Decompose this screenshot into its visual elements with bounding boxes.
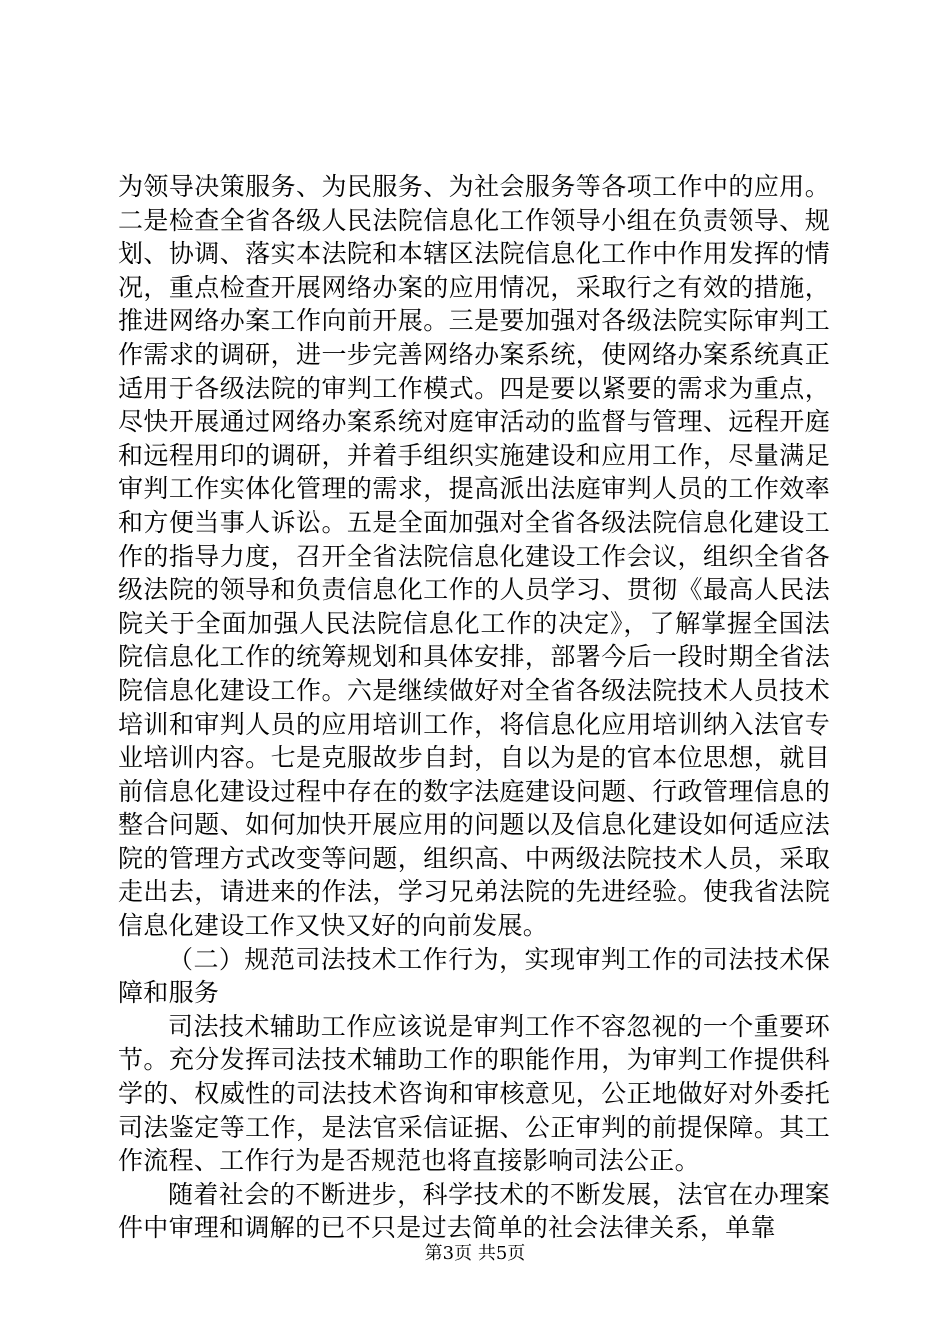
paragraph: 随着社会的不断进步，科学技术的不断发展，法官在办理案件中审理和调解的已不只是过去简单的社会法律关系，单靠 (118, 1179, 830, 1243)
page-footer: 第3页 共5页 (424, 1243, 526, 1264)
document-body (118, 170, 830, 1245)
paragraph: 司法技术辅助工作应该说是审判工作不容忽视的一个重要环节。充分发挥司法技术辅助工作的职能作用，为审判工作提供科学的、权威性的司法技术咨询和审核意见，公正地做好对外委托司法鉴定等工作，是法官采信证据、公正审判的前提保障。其工作流程、工作行为是否规范也将直接影响司法公正。 (118, 1011, 830, 1176)
section-heading: （二）规范司法技术工作行为，实现审判工作的司法技术保障和服务 (118, 944, 830, 1008)
paragraph-continuation: 为领导决策服务、为民服务、为社会服务等各项工作中的应用。二是检查全省各级人民法院信息化工作领导小组在负责领导、规划、协调、落实本法院和本辖区法院信息化工作中作用发挥的情况，重点检查开展网络办案的应用情况，采取行之有效的措施，推进网络办案工作向前开展。三是要加强对各级法院实际审判工作需求的调研，进一步完善网络办案系统，使网络办案系统真正适用于各级法院的审判工作模式。四是要以紧要的需求为重点，尽快开展通过网络办案系统对庭审活动的监督与管理、远程开庭和远程用印的调研，并着手组织实施建设和应用工作，尽量满足审判工作实体化管理的需求，提高派出法庭审判人员的工作效率和方便当事人诉讼。五是全面加强对全省各级法院信息化建设工作的指导力度，召开全省法院信息化建设工作会议，组织全省各级法院的领导和负责信息化工作的人员学习、贯彻《最高人民法院关于全面加强人民法院信息化工作的决定》，了解掌握全国法院信息化工作的统筹规划和具体安排，部署今后一段时期全省法院信息化建设工作。六是继续做好对全省各级法院技术人员技术培训和审判人员的应用培训工作，将信息化应用培训纳入法官专业培训内容。七是克服故步自封，自以为是的官本位思想，就目前信息化建设过程中存在的数字法庭建设问题、行政管理信息的整合问题、如何加快开展应用的问题以及信息化建设如何适应法院的管理方式改变等问题，组织高、中两级法院技术人员，采取走出去，请进来的作法，学习兄弟法院的先进经验。使我省法院信息化建设工作又快又好的向前发展。 (118, 172, 830, 941)
